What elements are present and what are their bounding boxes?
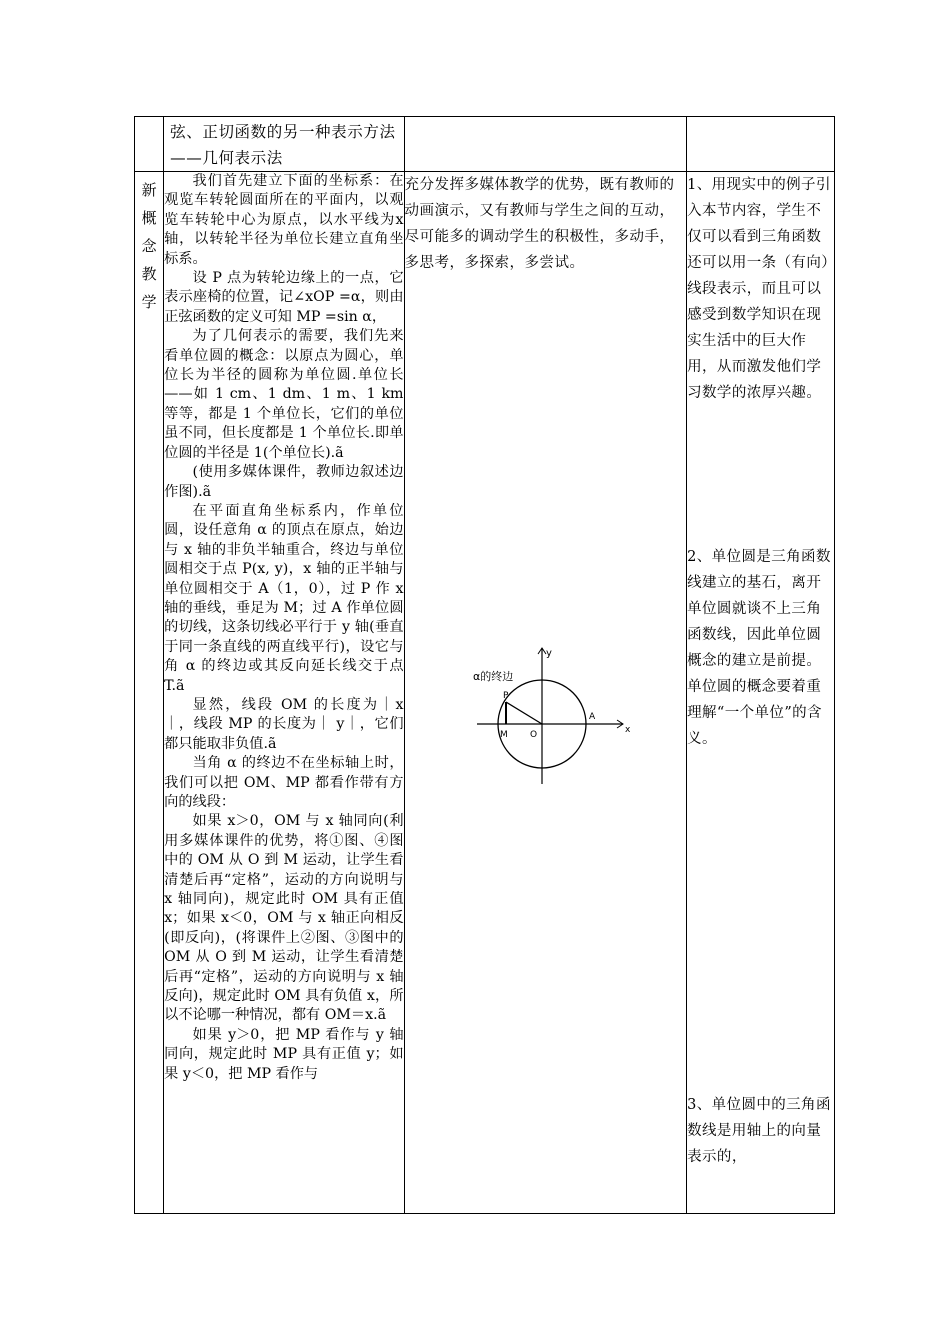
- top-text-cell: [164, 117, 404, 172]
- section-label-char: 念: [141, 237, 157, 255]
- media-strategy-text: 充分发挥多媒体教学的优势，既有教师的动画演示，又有教师与学生之间的互动，尽可能多的调动学生的积极性，多动手，多思考，多探索，多尝试。: [404, 177, 675, 271]
- table-row-top: [135, 117, 835, 172]
- section-label-char: 概: [141, 209, 157, 227]
- label-p: P: [502, 691, 508, 701]
- empty-cell: [404, 117, 687, 172]
- design-note-1: 1、用现实中的例子引入本节内容，学生不仅可以看到三角函数还可以用一条（有向）线段表示，而且可以感受到数学知识在现实生活中的巨大作用，从而激发他们学习数学的浓厚兴趣。: [687, 177, 831, 401]
- section-label: [135, 172, 163, 316]
- body-paragraph: 在平面直角坐标系内，作单位圆，设任意角 α 的顶点在原点，始边与 x 轴的非负半轴重合，终边与单位圆相交于点 P(x, y)，x 轴的正半轴与单位圆相交于 A（1，0），过 P 作 x 轴的垂线，垂足为 M；过 A 作单位圆的切线，这条切线必平行于 y 轴(垂直于同一条直线的两直线平行)，设它与角 α 的终边或其反向延长线交于点 T.ã: [164, 502, 404, 694]
- body-paragraph: 当角 α 的终边不在坐标轴上时，我们可以把 OM、MP 都看作带有方向的线段：: [164, 755, 404, 810]
- label-o: O: [529, 730, 537, 740]
- body-paragraph: 设 P 点为转轮边缘上的一点，它表示座椅的位置，记∠xOP =α，则由正弦函数的定义可知 MP =sin α，: [164, 270, 404, 325]
- body-paragraph: 如果 y＞0，把 MP 看作与 y 轴同向，规定此时 MP 具有正值 y；如果 y＜0，把 MP 看作与: [164, 1026, 404, 1082]
- body-paragraph: 显然，线段 OM 的长度为｜x｜，线段 MP 的长度为｜ y｜，它们都只能取非负值.ã: [164, 696, 404, 752]
- table-row-main: [135, 172, 835, 1214]
- section-label-char: 新: [141, 181, 157, 199]
- body-paragraph: 为了几何表示的需要，我们先来看单位圆的概念：以原点为圆心，单位长为半径的圆称为单位圆.单位长——如 1 cm、1 dm、1 m、1 km 等等，都是 1 个单位长，它们的单位虽不同，但长度都是 1 个单位长.即单位圆的半径是 1(个单位长).ã: [164, 328, 404, 461]
- section-label-char: 学: [141, 293, 157, 311]
- teaching-content-cell: [164, 172, 404, 1214]
- design-note-3: 3、单位圆中的三角函数线是用轴上的向量表示的，: [687, 1097, 831, 1165]
- label-x: x: [624, 725, 630, 735]
- lesson-plan-table: [134, 116, 835, 1214]
- media-cell: [404, 172, 687, 1214]
- label-m: M: [499, 730, 508, 740]
- terminal-side-label: α的终边: [472, 670, 513, 683]
- empty-cell: [687, 117, 835, 172]
- body-paragraph: (使用多媒体课件，教师边叙述边作图).ã: [164, 464, 404, 500]
- label-a: A: [588, 712, 595, 722]
- design-note-2: 2、单位圆是三角函数线建立的基石，离开单位圆就谈不上三角函数线，因此单位圆概念的建立是前提。单位圆的概念要着重理解“一个单位”的含义。: [687, 549, 831, 747]
- empty-cell: [135, 117, 164, 172]
- notes-cell: [687, 172, 835, 1214]
- body-paragraph: 我们首先建立下面的坐标系：在观览车转轮圆面所在的平面内，以观览车转轮中心为原点，以水平线为x轴，以转轮半径为单位长建立直角坐标系。: [164, 173, 404, 267]
- unit-circle-figure: [473, 646, 633, 786]
- section-label-char: 教: [141, 265, 157, 283]
- section-label-cell: [135, 172, 164, 1214]
- terminal-side-line: [506, 702, 542, 724]
- body-paragraph: 如果 x＞0，OM 与 x 轴同向(利用多媒体课件的优势，将①图、④图中的 OM 从 O 到 M 运动，让学生看清楚后再“定格”，运动的方向说明与 x 轴同向)，规定此时 OM 具有正值 x；如果 x＜0，OM 与 x 轴正向相反(即反向)，(将课件上②图、③图中的 OM 从 O 到 M 运动，让学生看清楚后再“定格”，运动的方向说明与 x 轴反向)，规定此时 OM 具有负值 x，所以不论哪一种情况，都有 OM＝x.ã: [164, 813, 404, 1024]
- continued-heading-text: 弦、正切函数的另一种表示方法——几何表示法: [170, 123, 396, 167]
- label-y: y: [545, 648, 552, 659]
